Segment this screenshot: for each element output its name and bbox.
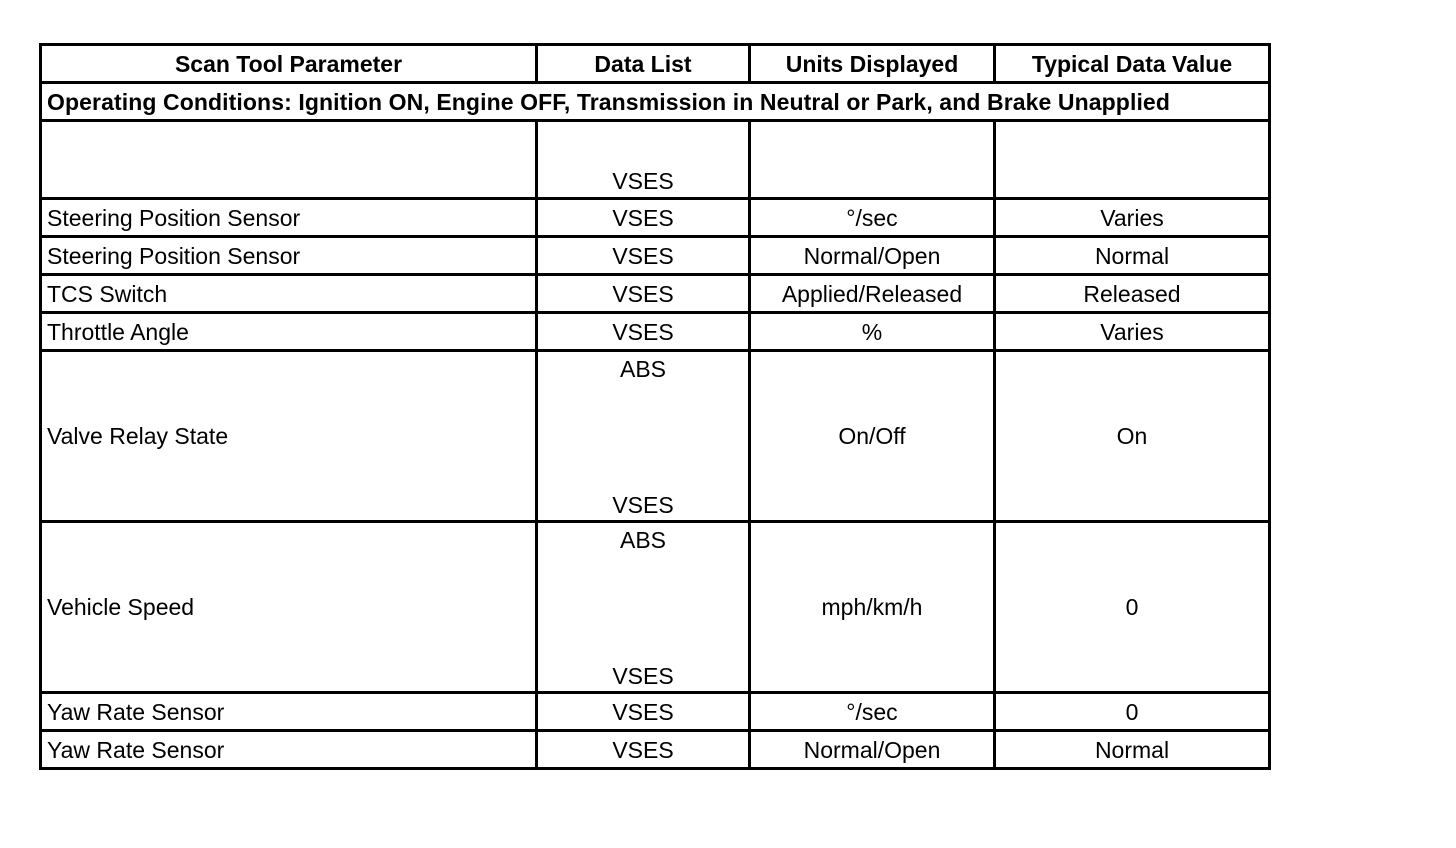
header-scan-tool-parameter: Scan Tool Parameter xyxy=(41,45,537,83)
units-cell: Applied/Released xyxy=(750,275,995,313)
parameter-cell: Steering Position Sensor xyxy=(41,199,537,237)
data-list-cell: VSES xyxy=(537,275,750,313)
header-row xyxy=(41,45,1270,83)
data-list-cell: VSES xyxy=(537,731,750,769)
value-cell: On xyxy=(995,351,1270,522)
scan-tool-data-table xyxy=(39,43,1271,770)
table-row xyxy=(41,121,1270,199)
value-cell: Normal xyxy=(995,731,1270,769)
operating-conditions: Operating Conditions: Ignition ON, Engine OFF, Transmission in Neutral or Park, and Brake Unapplied xyxy=(41,83,1270,121)
units-cell: °/sec xyxy=(750,693,995,731)
table-row xyxy=(41,522,1270,693)
table-row xyxy=(41,275,1270,313)
value-cell: Varies xyxy=(995,313,1270,351)
units-cell: % xyxy=(750,313,995,351)
data-list-cell: VSES xyxy=(537,121,750,199)
parameter-cell: Yaw Rate Sensor xyxy=(41,731,537,769)
table-row xyxy=(41,731,1270,769)
parameter-cell xyxy=(41,121,537,199)
units-cell: On/Off xyxy=(750,351,995,522)
parameter-cell: Throttle Angle xyxy=(41,313,537,351)
header-units-displayed: Units Displayed xyxy=(750,45,995,83)
data-list-cell: VSES xyxy=(537,199,750,237)
parameter-cell: TCS Switch xyxy=(41,275,537,313)
value-cell: Released xyxy=(995,275,1270,313)
parameter-cell: Steering Position Sensor xyxy=(41,237,537,275)
data-list-bottom: VSES xyxy=(612,663,674,689)
data-list-cell: VSES xyxy=(537,237,750,275)
units-cell: Normal/Open xyxy=(750,731,995,769)
units-cell: °/sec xyxy=(750,199,995,237)
value-cell: 0 xyxy=(995,693,1270,731)
data-list-top: ABS xyxy=(619,356,667,382)
data-list-cell xyxy=(537,351,750,522)
value-cell: Varies xyxy=(995,199,1270,237)
data-list-cell xyxy=(537,522,750,693)
header-data-list: Data List xyxy=(537,45,750,83)
data-list-stack xyxy=(543,525,743,689)
table-row xyxy=(41,199,1270,237)
table-row xyxy=(41,237,1270,275)
table-row xyxy=(41,313,1270,351)
header-typical-data-value: Typical Data Value xyxy=(995,45,1270,83)
parameter-cell: Yaw Rate Sensor xyxy=(41,693,537,731)
data-list-stack xyxy=(543,354,743,518)
units-cell: mph/km/h xyxy=(750,522,995,693)
data-list-cell: VSES xyxy=(537,313,750,351)
table-row xyxy=(41,693,1270,731)
table-row xyxy=(41,351,1270,522)
data-list-cell: VSES xyxy=(537,693,750,731)
data-list-bottom: VSES xyxy=(612,492,674,518)
units-cell xyxy=(750,121,995,199)
value-cell xyxy=(995,121,1270,199)
value-cell: 0 xyxy=(995,522,1270,693)
parameter-cell: Valve Relay State xyxy=(41,351,537,522)
units-cell: Normal/Open xyxy=(750,237,995,275)
value-cell: Normal xyxy=(995,237,1270,275)
data-list-top: ABS xyxy=(619,527,667,553)
scan-tool-data-table-container xyxy=(39,43,1268,770)
operating-conditions-row xyxy=(41,83,1270,121)
parameter-cell: Vehicle Speed xyxy=(41,522,537,693)
